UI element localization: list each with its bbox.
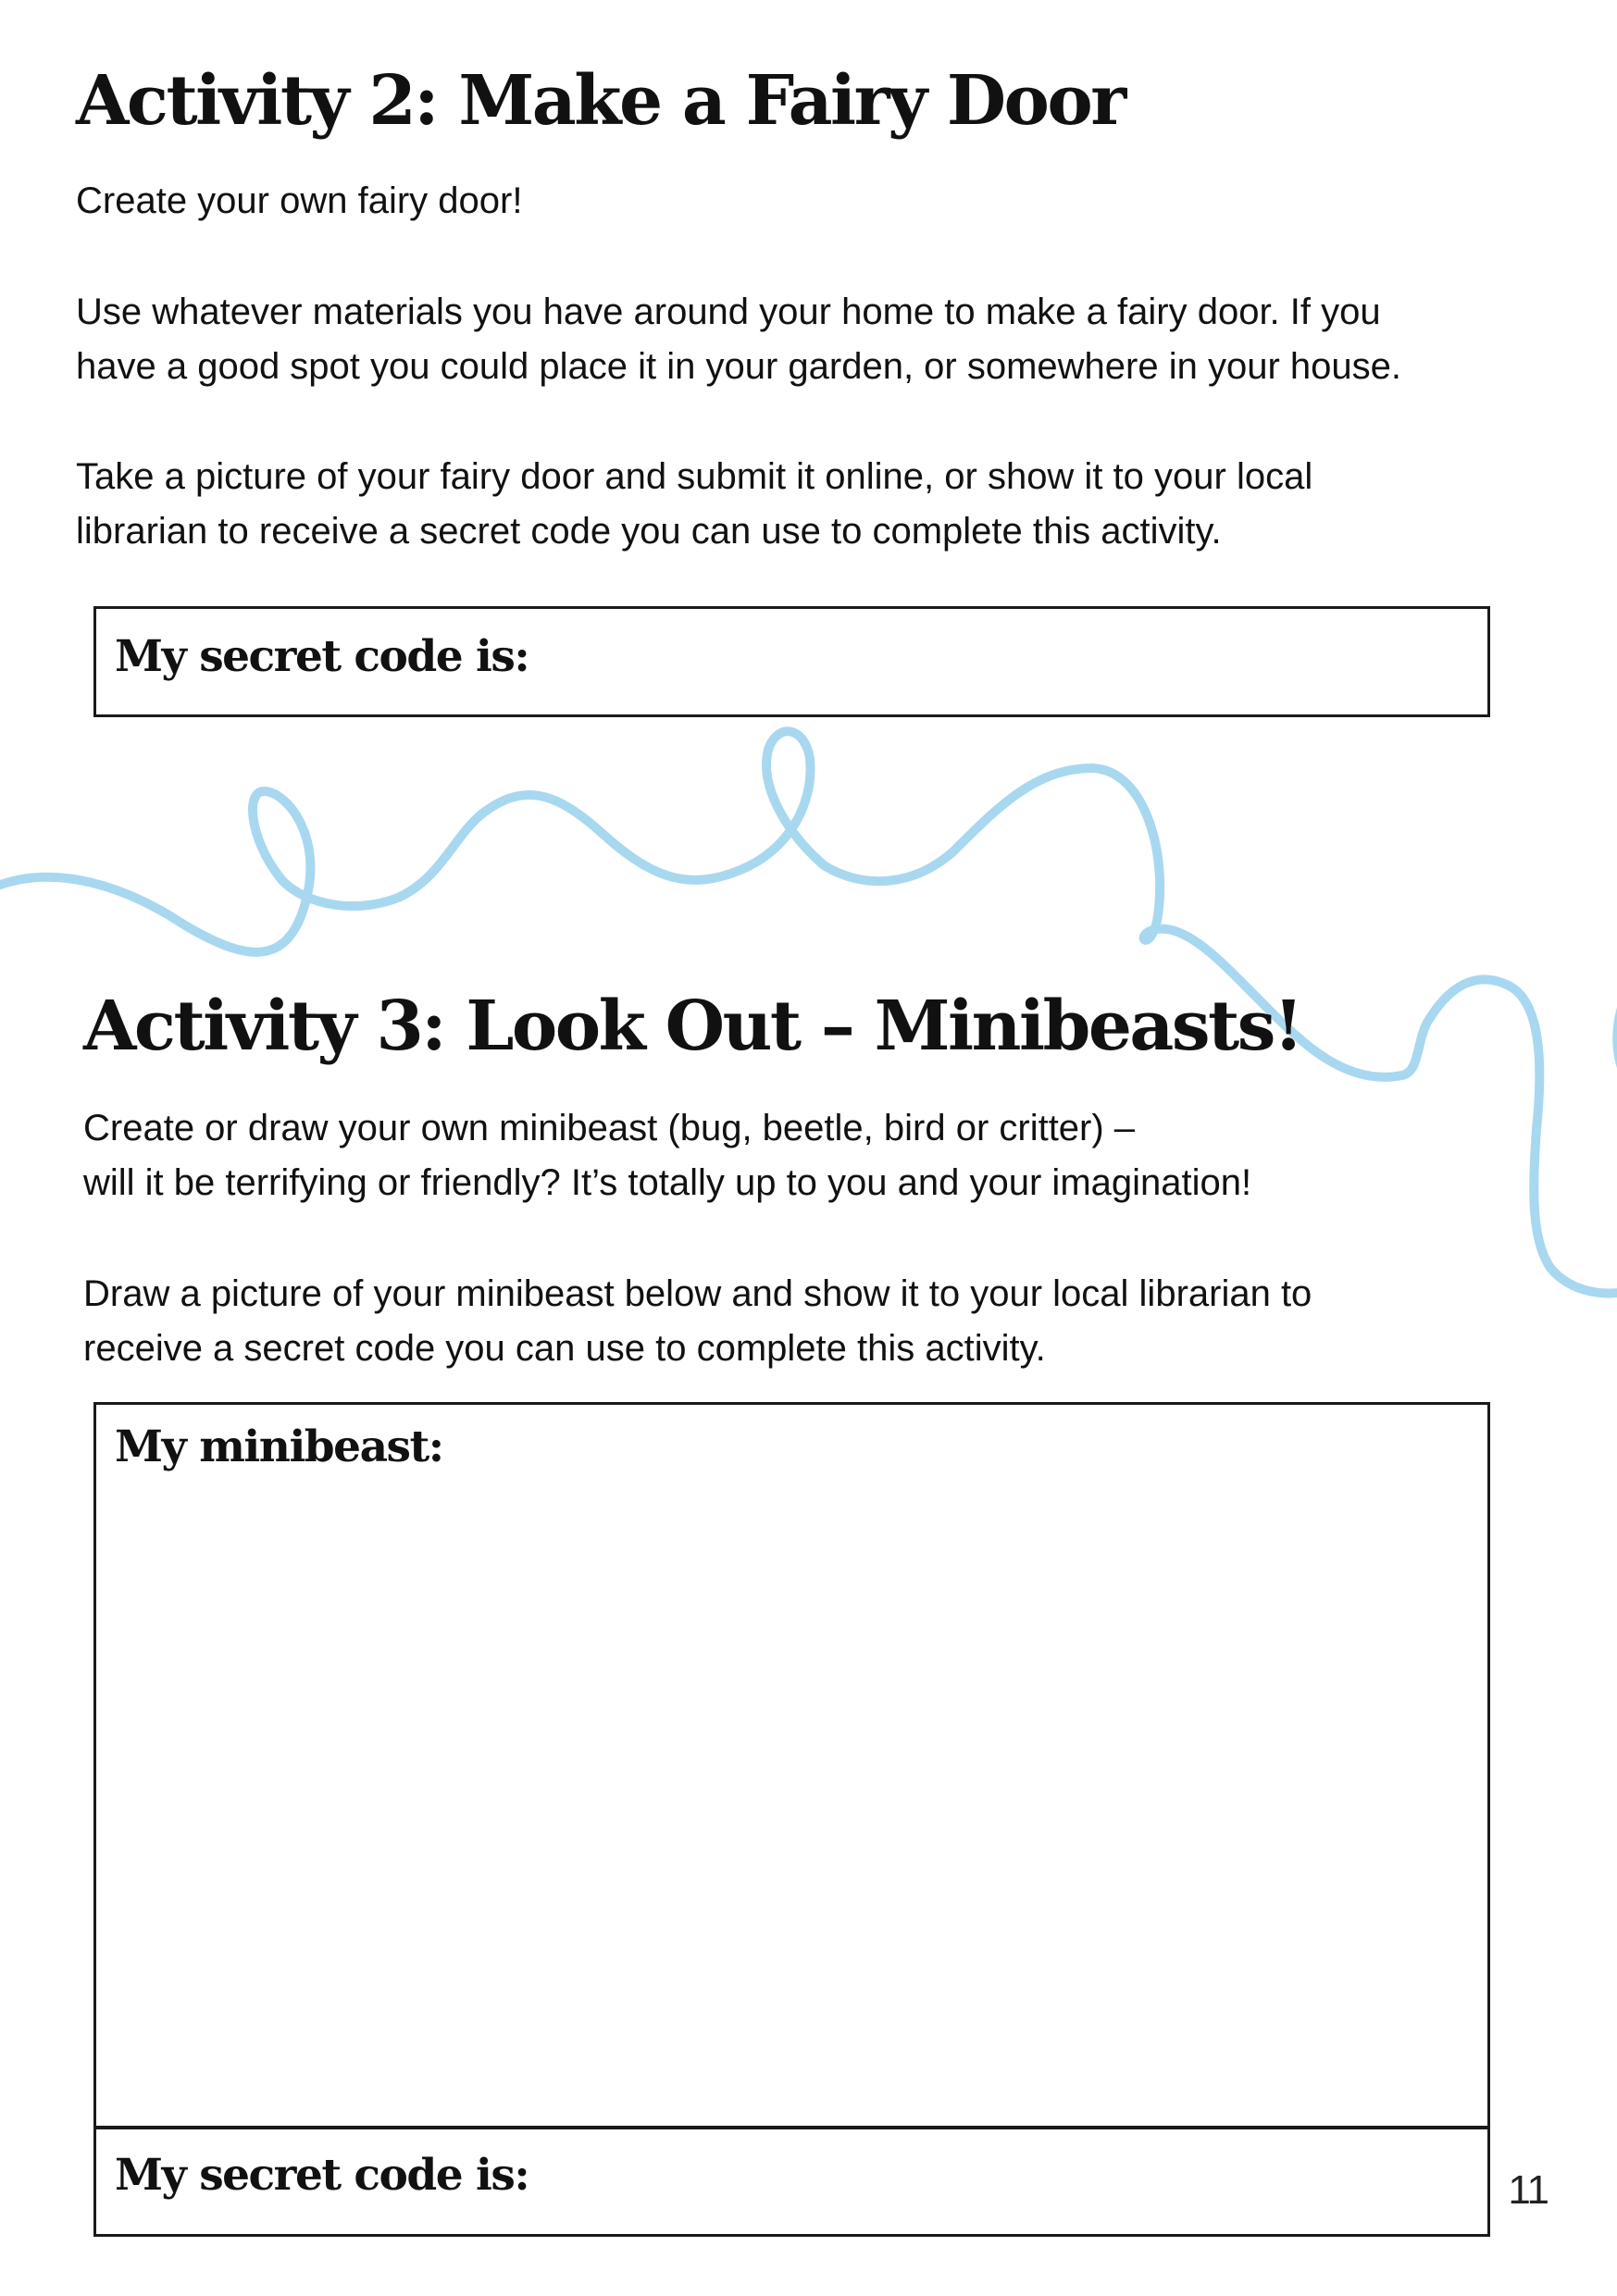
activity-3-instructions <box>83 1267 1312 1376</box>
activity-3-instructions-line-1: Draw a picture of your minibeast below and show it to your local librarian to <box>83 1273 1312 1314</box>
activity-2-instructions <box>76 285 1401 394</box>
activity-3-secret-code-label: My secret code is: <box>115 2150 529 2201</box>
activity-2-secret-code-label: My secret code is: <box>115 631 529 682</box>
activity-2-submission-info <box>76 450 1312 559</box>
activity-2-submission-line-2: librarian to receive a secret code you can use to complete this activity. <box>76 511 1222 552</box>
activity-3-title: Activity 3: Look Out – Minibeasts! <box>83 987 1301 1066</box>
activity-3-instructions-line-2: receive a secret code you can use to complete this activity. <box>83 1328 1046 1369</box>
activity-3-secret-code-box[interactable] <box>93 2127 1490 2237</box>
activity-3-description <box>83 1101 1251 1210</box>
activity-2-title: Activity 2: Make a Fairy Door <box>76 61 1125 141</box>
activity-2-instructions-line-1: Use whatever materials you have around your home to make a fairy door. If you <box>76 292 1381 332</box>
activity-2-intro: Create your own fairy door! <box>76 180 523 221</box>
activity-3-description-line-1: Create or draw your own minibeast (bug, beetle, bird or critter) – <box>83 1108 1136 1148</box>
page-number: 11 <box>1508 2167 1549 2213</box>
activity-2-secret-code-box[interactable] <box>93 606 1490 717</box>
activity-2-instructions-line-2: have a good spot you could place it in your garden, or somewhere in your house. <box>76 346 1401 387</box>
activity-3-description-line-2: will it be terrifying or friendly? It’s totally up to you and your imagination! <box>83 1162 1252 1203</box>
minibeast-drawing-label: My minibeast: <box>115 1421 443 1472</box>
activity-2-submission-line-1: Take a picture of your fairy door and submit it online, or show it to your local <box>76 456 1313 497</box>
minibeast-drawing-box[interactable] <box>93 1402 1490 2128</box>
